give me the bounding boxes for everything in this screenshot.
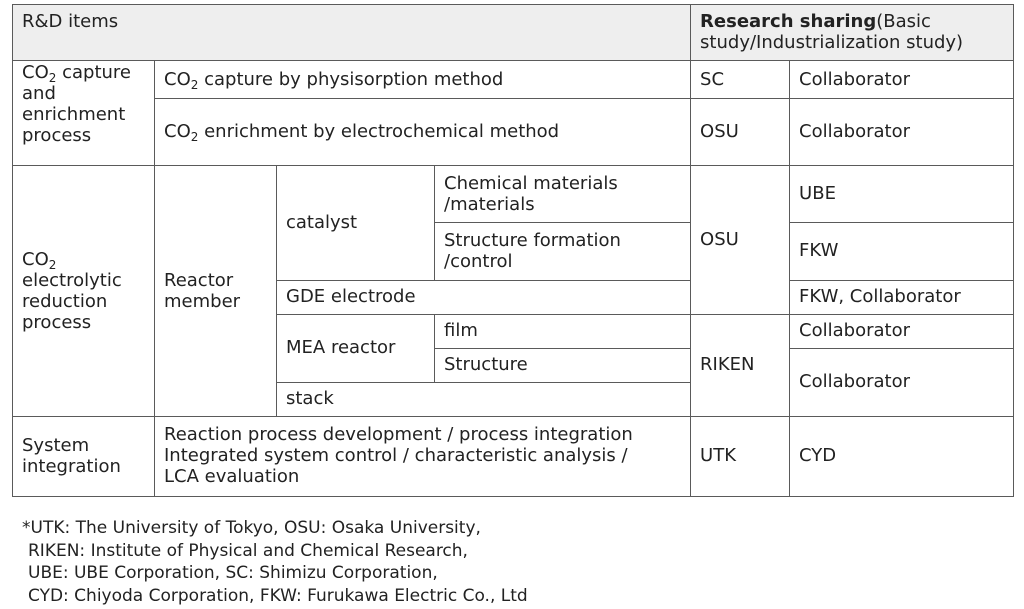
capture-label-rest: capture and enrichment process	[22, 62, 132, 147]
table-row	[13, 416, 1014, 496]
structure-item: Structure	[435, 348, 691, 382]
footnote	[22, 517, 528, 607]
capture-physisorption-partner: Collaborator	[790, 61, 1014, 99]
capture-enrichment-partner: Collaborator	[790, 99, 1014, 166]
fkw-collaborator-partner: FKW, Collaborator	[790, 280, 1014, 314]
capture-physisorption-org: SC	[691, 61, 790, 99]
electrolytic-label-co: CO	[22, 248, 49, 270]
structure-stack-partner: Collaborator	[790, 348, 1014, 416]
table-row	[13, 61, 1014, 99]
system-integration-label: System integration	[13, 416, 155, 496]
electrolytic-label-rest: electrolytic reduction process	[22, 269, 122, 333]
system-integration-org: UTK	[691, 416, 790, 496]
capture-label-sub: 2	[48, 71, 57, 86]
capture-enrichment-item	[155, 99, 691, 166]
mea-reactor-label: MEA reactor	[277, 314, 435, 382]
electrolytic-label-sub: 2	[48, 257, 57, 272]
riken-org: RIKEN	[691, 314, 790, 416]
catalyst-label: catalyst	[277, 166, 435, 280]
system-integration-partner: CYD	[790, 416, 1014, 496]
table-row	[13, 166, 1014, 223]
header-research-sharing-title: Research sharing	[700, 11, 877, 32]
header-research-sharing	[691, 5, 1014, 61]
capture-item2-co: CO	[164, 121, 191, 143]
footnote-line: UBE: UBE Corporation, SC: Shimizu Corporation,	[28, 563, 438, 583]
capture-item2-rest: enrichment by electrochemical method	[198, 121, 560, 143]
header-rd-items: R&D items	[13, 5, 691, 61]
structure-formation-item: Structure formation /control	[435, 223, 691, 280]
film-item: film	[435, 314, 691, 348]
electrolytic-process-label	[13, 166, 155, 416]
footnote-line: CYD: Chiyoda Corporation, FKW: Furukawa Electric Co., Ltd	[28, 585, 528, 606]
capture-label-co: CO	[22, 62, 49, 84]
film-partner: Collaborator	[790, 314, 1014, 348]
ube-partner: UBE	[790, 166, 1014, 223]
capture-enrichment-org: OSU	[691, 99, 790, 166]
header-research-sharing-subtitle: (Basic study/Industrialization study)	[700, 11, 964, 53]
capture-physisorption-item	[155, 61, 691, 99]
table-row	[13, 99, 1014, 166]
rd-items-table	[12, 4, 1014, 497]
capture-item2-sub: 2	[190, 130, 199, 145]
footnote-line: *UTK: The University of Tokyo, OSU: Osaka University,	[22, 518, 481, 538]
capture-item1-rest: capture by physisorption method	[198, 68, 504, 90]
capture-process-label	[13, 61, 155, 166]
chem-materials-item: Chemical materials /materials	[435, 166, 691, 223]
system-integration-desc: Reaction process development / process integration Integrated system control / characteristic analysis / LCA evaluation	[155, 416, 691, 496]
fkw-partner: FKW	[790, 223, 1014, 280]
gde-electrode-item: GDE electrode	[277, 280, 691, 314]
header-row	[13, 5, 1014, 61]
capture-item1-sub: 2	[190, 77, 199, 92]
capture-item1-co: CO	[164, 68, 191, 90]
reactor-member-label: Reactor member	[155, 166, 277, 416]
footnote-line: RIKEN: Institute of Physical and Chemical Research,	[28, 540, 468, 561]
osu-org: OSU	[691, 166, 790, 314]
stack-item: stack	[277, 382, 691, 416]
